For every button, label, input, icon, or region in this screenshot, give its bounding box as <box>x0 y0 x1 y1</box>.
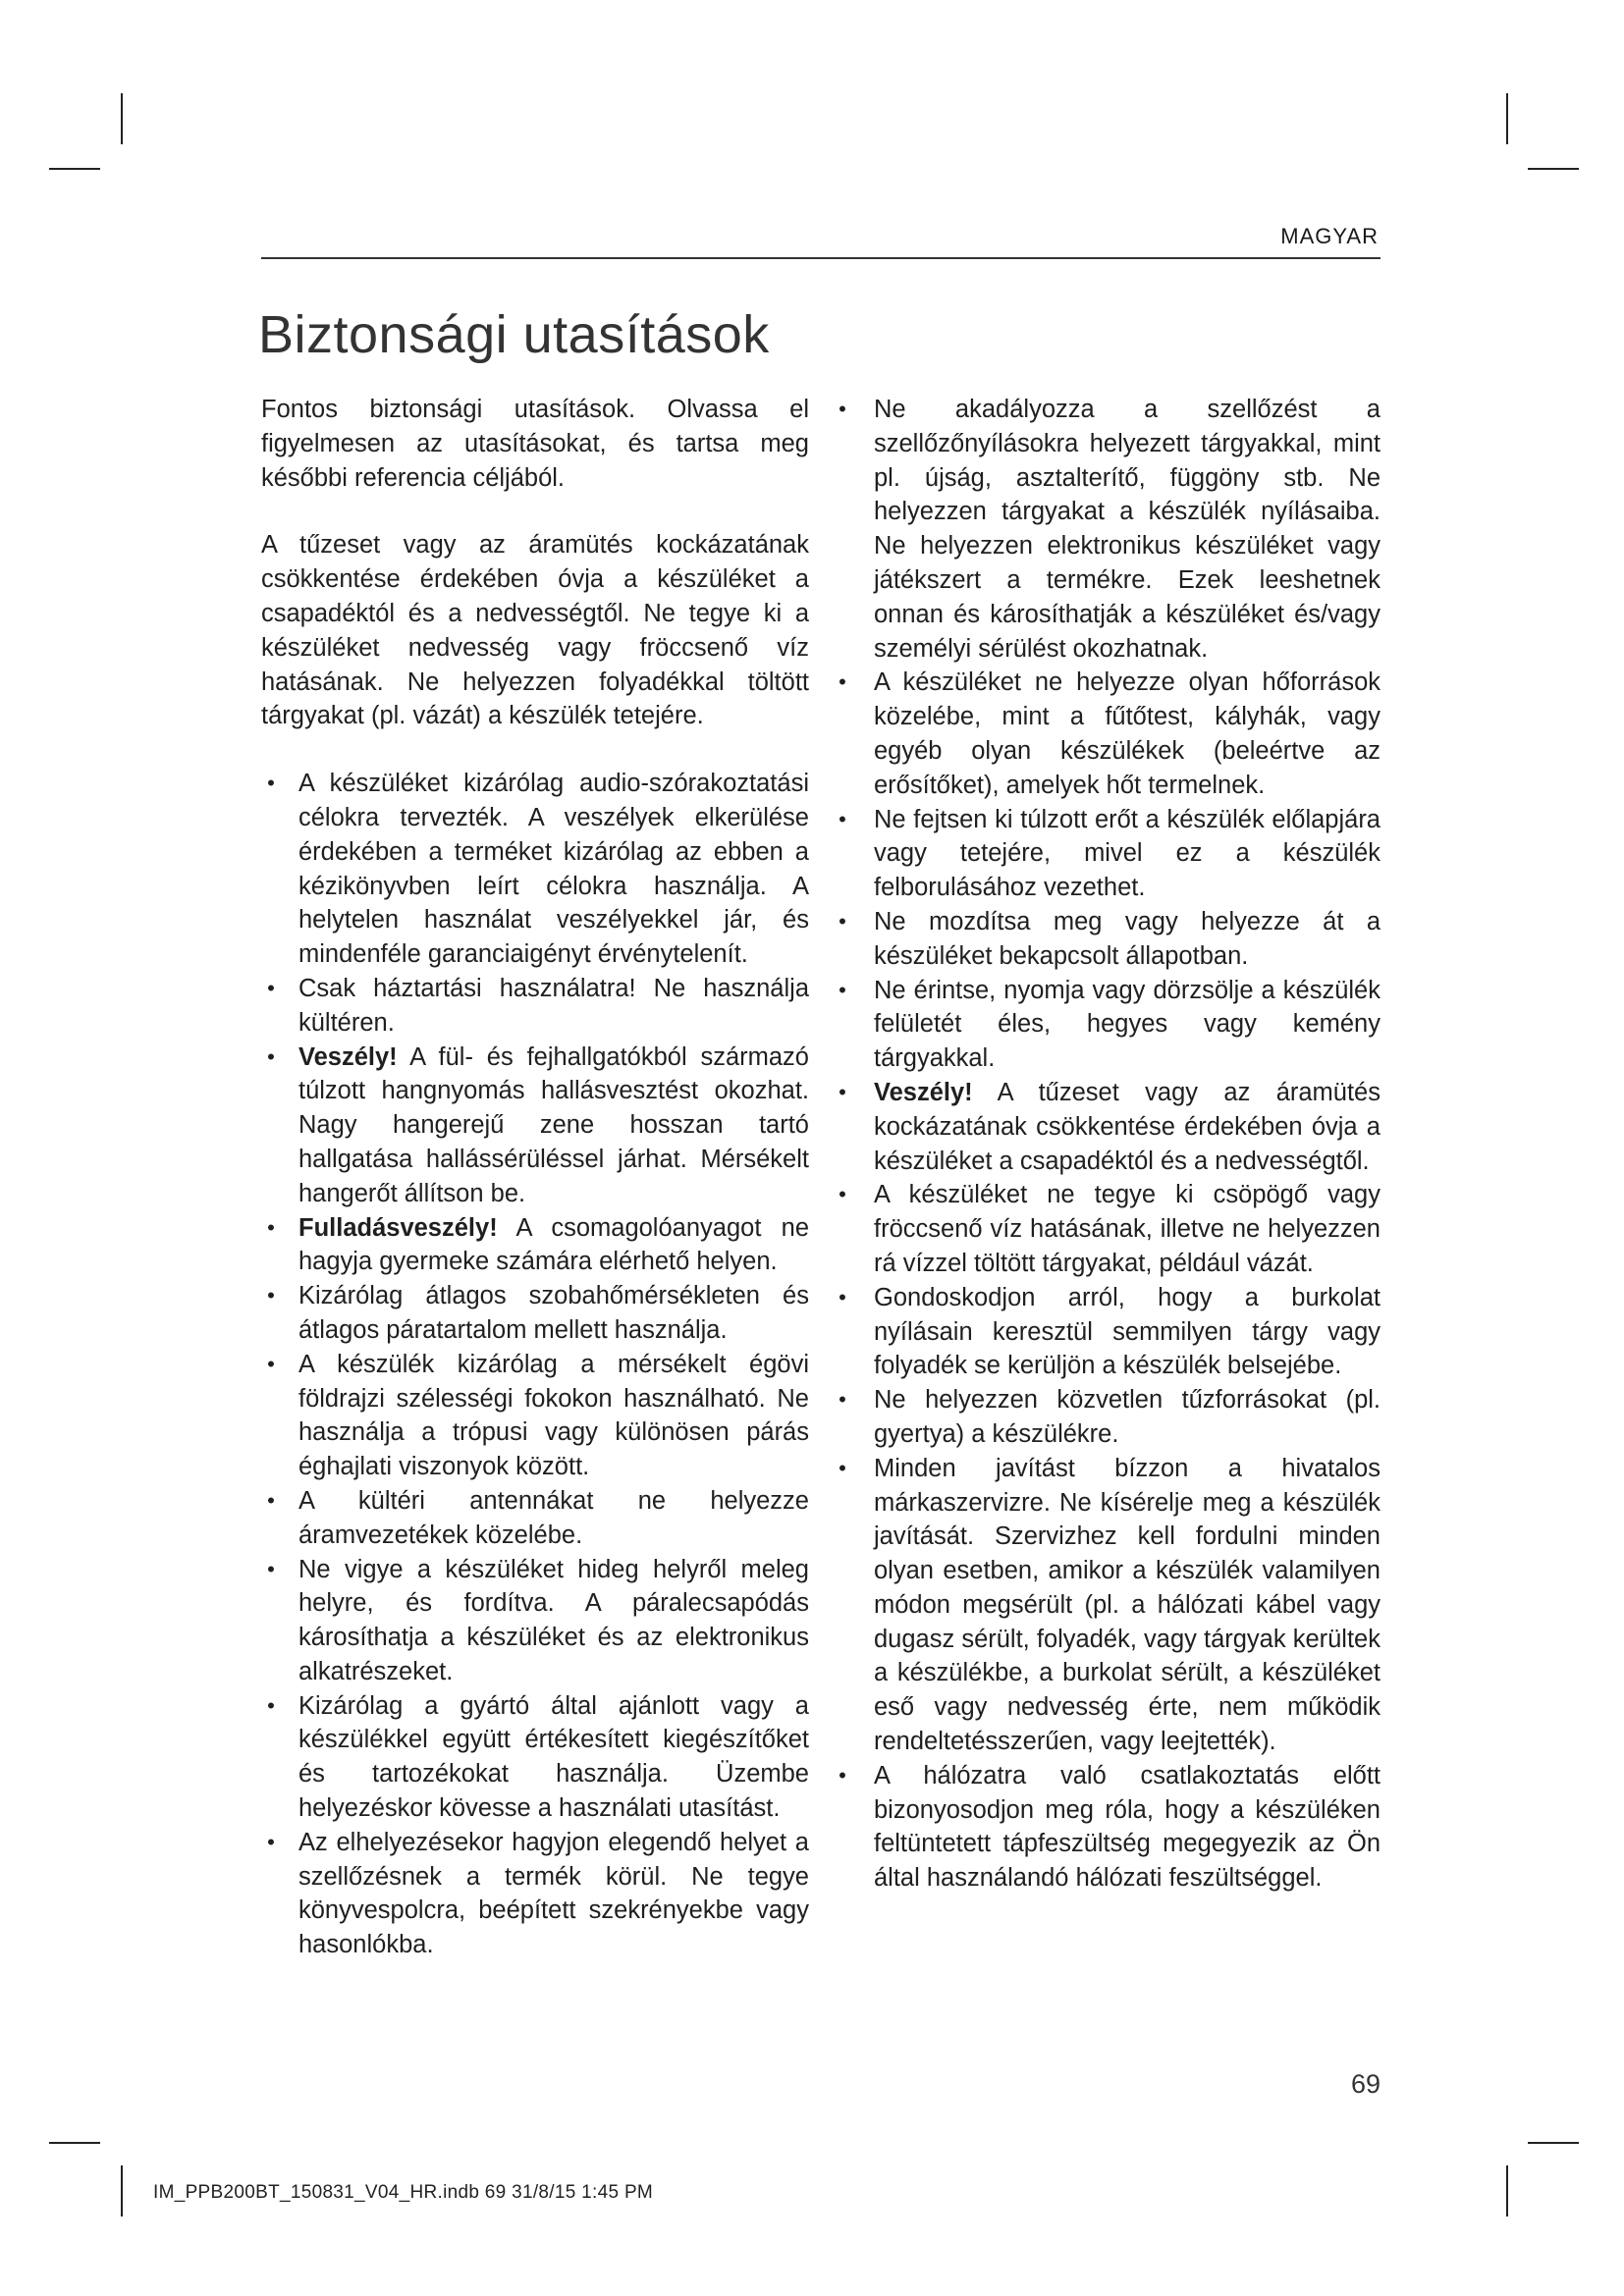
list-item: • Veszély! A fül- és fejhallgatókból származó túlzott hangnyomás hallásvesztést okozhat. Nagy hangerejű zene hosszan tartó hallgatása hallássérüléssel járhat. Mérsékelt hangerőt állítson be. <box>261 1041 809 1211</box>
bullet-icon: • <box>267 1487 275 1513</box>
crop-mark <box>121 2165 123 2216</box>
safety-list-right <box>833 393 1380 1896</box>
bullet-icon: • <box>267 1829 275 1854</box>
bullet-icon: • <box>839 1182 846 1207</box>
list-item: • A hálózatra való csatlakoztatás előtt bizonyosodjon meg róla, hogy a készüléken feltüntetett tápfeszültség megegyezik az Ön által használandó hálózati feszültséggel. <box>833 1759 1380 1896</box>
list-item: • Kizárólag átlagos szobahőmérsékleten és átlagos páratartalom mellett használja. <box>261 1279 809 1348</box>
list-item: • A készüléket ne helyezze olyan hőforrások közelébe, mint a fűtőtest, kályhák, vagy egyéb olyan készülékek (beleértve az erősítőket), amelyek hőt termelnek. <box>833 666 1380 802</box>
page-title: Biztonsági utasítások <box>258 305 770 364</box>
bullet-icon: • <box>839 669 846 695</box>
list-item: • Minden javítást bízzon a hivatalos márkaszervizre. Ne kísérelje meg a készülék javítását. Szervizhez kell fordulni minden olyan esetben, amikor a készülék valamilyen módon megsérült (pl. a hálózati kábel vagy dugasz sérült, folyadék, vagy tárgyak kerültek a készülékbe, a burkolat sérült, a készüléket eső vagy nedvesség érte, nem működik rendeltetésszerűen, vagy leejtették). <box>833 1452 1380 1759</box>
list-item: • Kizárólag a gyártó által ajánlott vagy a készülékkel együtt értékesített kiegészítőket és tartozékokat használja. Üzembe helyezéskor kövesse a használati utasítást. <box>261 1689 809 1826</box>
intro-paragraph: A tűzeset vagy az áramütés kockázatának csökkentése érdekében óvja a készüléket a csapadéktól és a nedvességtől. Ne tegye ki a készüléket nedvesség vagy fröccsenő víz hatásának. Ne helyezzen folyadékkal töltött tárgyakat (pl. vázát) a készülék tetejére. <box>261 531 809 730</box>
bullet-icon: • <box>839 1762 846 1788</box>
crop-mark <box>49 2142 100 2144</box>
crop-mark <box>49 168 100 170</box>
bullet-icon: • <box>267 771 275 796</box>
intro-paragraph: Fontos biztonsági utasítások. Olvassa el figyelmesen az utasításokat, és tartsa meg későbbi referencia céljából. <box>261 396 809 492</box>
bullet-icon: • <box>839 977 846 1002</box>
list-item: • A készüléket ne tegye ki csöpögő vagy fröccsenő víz hatásának, illetve ne helyezzen rá vízzel töltött tárgyakat, például vázát. <box>833 1178 1380 1280</box>
list-item: • Ne mozdítsa meg vagy helyezze át a készüléket bekapcsolt állapotban. <box>833 905 1380 974</box>
bullet-icon: • <box>267 1043 275 1069</box>
list-item: • A kültéri antennákat ne helyezze áramvezetékek közelébe. <box>261 1484 809 1553</box>
bullet-icon: • <box>839 1455 846 1480</box>
header-language: MAGYAR <box>1280 224 1379 248</box>
safety-list-left <box>261 767 809 1962</box>
list-item: • Gondoskodjon arról, hogy a burkolat nyílásain keresztül semmilyen tárgy vagy folyadék se kerüljön a készülék belsejébe. <box>833 1281 1380 1383</box>
bullet-icon: • <box>839 397 846 421</box>
list-item: • Fulladásveszély! A csomagolóanyagot ne hagyja gyermeke számára elérhető helyen. <box>261 1211 809 1280</box>
bullet-icon: • <box>839 1284 846 1309</box>
list-item: • Az elhelyezésekor hagyjon elegendő helyet a szellőzésnek a termék körül. Ne tegye könyvespolcra, beépített szekrényekbe vagy hasonlókba. <box>261 1826 809 1962</box>
print-slug: IM_PPB200BT_150831_V04_HR.indb 69 31/8/15 1:45 PM <box>153 2182 654 2203</box>
list-item: • Ne érintse, nyomja vagy dörzsölje a készülék felületét éles, hegyes vagy kemény tárgyakkal. <box>833 974 1380 1076</box>
bullet-icon: • <box>267 1214 275 1240</box>
list-item: • Csak háztartási használatra! Ne használja kültéren. <box>261 972 809 1041</box>
bullet-icon: • <box>839 1387 846 1413</box>
list-item: • Ne vigye a készüléket hideg helyről meleg helyre, és fordítva. A páralecsapódás károsíthatja a készüléket és az elektronikus alkatrészeket. <box>261 1553 809 1689</box>
crop-mark <box>1528 2142 1579 2144</box>
bullet-icon: • <box>267 1351 275 1376</box>
list-item: • Ne fejtsen ki túlzott erőt a készülék előlapjára vagy tetejére, mivel ez a készülék felborulásához vezethet. <box>833 803 1380 905</box>
bullet-icon: • <box>267 1556 275 1581</box>
left-column <box>261 393 809 1962</box>
list-item: • A készülék kizárólag a mérsékelt égövi földrajzi szélességi fokokon használható. Ne használja a trópusi vagy különösen párás éghajlati viszonyok között. <box>261 1348 809 1484</box>
crop-mark <box>1528 168 1579 170</box>
crop-mark <box>1506 93 1508 144</box>
bullet-icon: • <box>267 1692 275 1718</box>
crop-mark <box>1506 2165 1508 2216</box>
list-item: • Veszély! A tűzeset vagy az áramütés kockázatának csökkentése érdekében óvja a készüléket a csapadéktól és a nedvességtől. <box>833 1076 1380 1178</box>
header-rule <box>261 257 1380 259</box>
bullet-icon: • <box>267 975 275 1000</box>
crop-mark <box>121 93 123 144</box>
list-item: • Ne akadályozza a szellőzést a szellőzőnyílásokra helyezett tárgyakkal, mint pl. újság, asztalterítő, függöny stb. Ne helyezzen tárgyakat a készülék nyílásaiba. Ne helyezzen elektronikus készüléket vagy játékszert a termékre. Ezek leeshetnek onnan és károsíthatják a készüléket és/vagy személyi sérülést okozhatnak. <box>833 393 1380 666</box>
bullet-icon: • <box>839 806 846 831</box>
list-item: • Ne helyezzen közvetlen tűzforrásokat (pl. gyertya) a készülékre. <box>833 1383 1380 1452</box>
bullet-icon: • <box>839 1079 846 1104</box>
right-column <box>833 393 1380 1896</box>
bullet-icon: • <box>839 908 846 934</box>
page-number: 69 <box>1350 2069 1380 2099</box>
bullet-icon: • <box>267 1283 275 1308</box>
list-item: • A készüléket kizárólag audio-szórakoztatási célokra tervezték. A veszélyek elkerülése érdekében a terméket kizárólag az ebben a kézikönyvben leírt célokra használja. A helytelen használat veszélyekkel jár, és mindenféle garanciaigényt érvénytelenít. <box>261 767 809 972</box>
